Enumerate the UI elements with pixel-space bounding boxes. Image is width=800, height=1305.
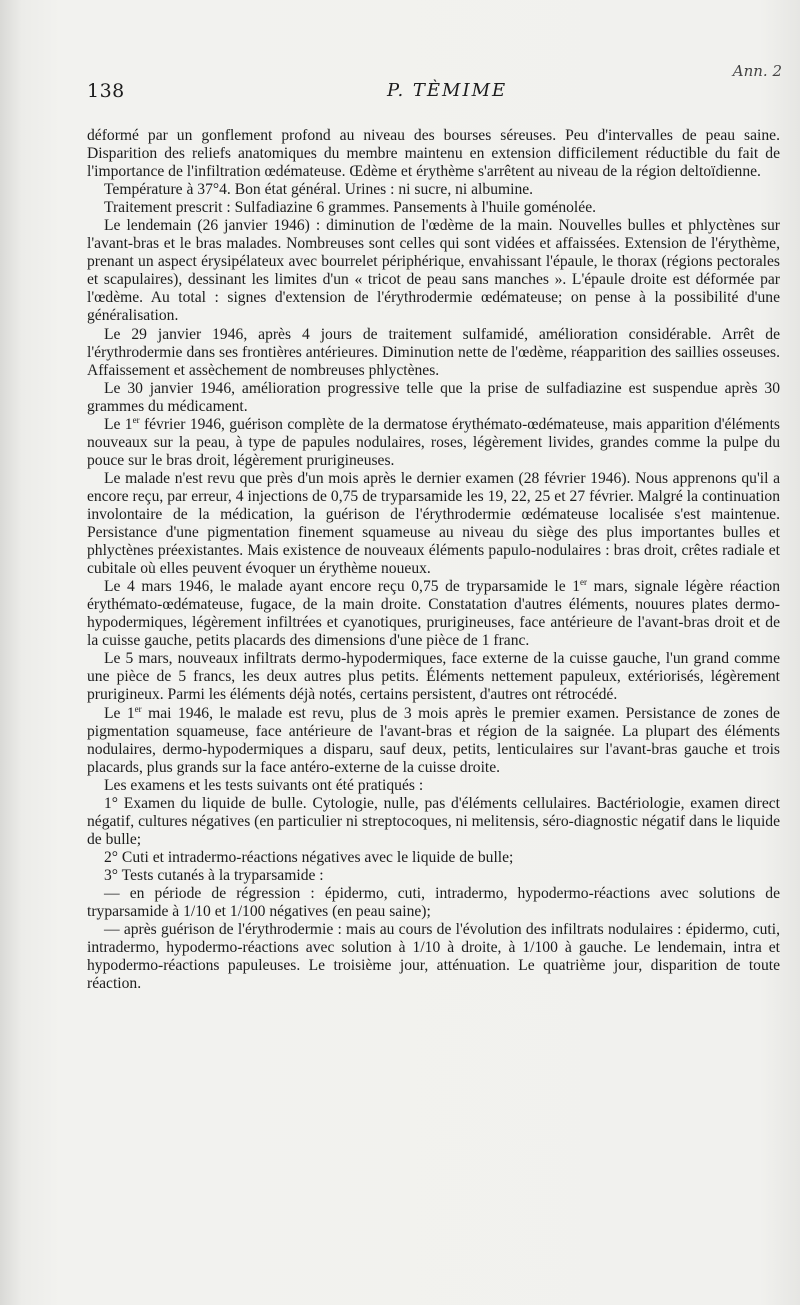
paragraph-text: Température à 37°4. Bon état général. Urines : ni sucre, ni albumine. (104, 181, 534, 199)
paragraph (87, 380, 780, 416)
paragraph-lead: Le 1 (104, 704, 135, 722)
paragraph-text: mai 1946, le malade est revu, plus de 3 mois après le premier examen. Persistance de zones de pigmentation squameuse, face antérieure de l'avant-bras et région de la saignée. La plupart des éléments nodulaires, dermo-hypodermiques a disparu, sauf deux, petits, lenticulaires sur l'avant-bras gauche et trois placards, plus grands sur la face antéro-externe de la cuisse droite. (87, 704, 780, 776)
paragraph-text: Le lendemain (26 janvier 1946) : diminution de l'œdème de la main. Nouvelles bulles et phlyctènes sur l'avant-bras et le bras malades. Nombreuses sont celles qui sont vidées et affaissées. Extension de l'érythème, prenant un aspect érysipélateux avec bourrelet périphérique, envahissant l'épaule, le thorax (régions pectorales et scapulaires), dessinant les limites d'un « tricot de peau sans manches ». L'épaule droite est déformée par l'œdème. Au total : signes d'extension de l'érythrodermie œdémateuse; on pense à la possibilité d'une généralisation. (87, 217, 780, 325)
paragraph (87, 885, 780, 921)
paragraph (87, 578, 780, 650)
paragraph-text: Le 30 janvier 1946, amélioration progressive telle que la prise de sulfadiazine est suspendue après 30 grammes du médicament. (87, 379, 780, 415)
paragraph (87, 795, 780, 849)
paragraph-text: — après guérison de l'érythrodermie : mais au cours de l'évolution des infiltrats nodulaires : épidermo, cuti, intradermo, hypodermo-réactions avec solution à 1/10 à droite, à 1/100 à gauche. Le lendemain, intra et hypodermo-réactions papuleuses. Le troisième jour, atténuation. Le quatrième jour, disparition de toute réaction. (87, 921, 780, 993)
paragraph-text: Le malade n'est revu que près d'un mois après le dernier examen (28 février 1946). Nous apprenons qu'il a encore reçu, par erreur, 4 injections de 0,75 de tryparsamide les 19, 22, 25 et 27 février. Malgré la continuation involontaire de la médication, la guérison de l'érythrodermie œdémateuse localisée s'est maintenue. Persistance d'une pigmentation finement squameuse au niveau du siège des plus importantes bulles et phlyctènes préexistantes. Mais existence de nouveaux éléments papulo-nodulaires : bras droit, crêtes radiale et cubitale où elles peuvent évoquer un érythème noueux. (87, 469, 780, 578)
paragraph (87, 181, 780, 199)
paragraph-text: Les examens et les tests suivants ont été pratiqués : (104, 776, 424, 794)
paragraph (87, 849, 780, 867)
paragraph-text: 3° Tests cutanés à la tryparsamide : (104, 866, 324, 884)
paragraph-text: mars, signale légère réaction érythémato-œdémateuse, fugace, de la main droite. Constatation d'autres éléments, nouures plates dermo-hypodermiques, légèrement infiltrées et cyanotiques, prurigineuses, face antérieure de l'avant-bras droit et de la cuisse gauche, petits placards des dimensions d'une pièce de 1 franc. (87, 578, 780, 650)
paragraph (87, 921, 780, 993)
paragraph-text: Traitement prescrit : Sulfadiazine 6 grammes. Pansements à l'huile goménolée. (104, 199, 597, 217)
paragraph-text: 1° Examen du liquide de bulle. Cytologie, nulle, pas d'éléments cellulaires. Bactériologie, examen direct négatif, cultures négatives (en particulier ni streptocoques, ni melitensis, séro-diagnostic négatif dans le liquide de bulle; (87, 794, 780, 848)
paragraph-text: février 1946, guérison complète de la dermatose érythémato-œdémateuse, mais apparition d'éléments nouveaux sur la peau, à type de papules nodulaires, roses, légèrement livides, grandes comme la pulpe du pouce sur le bras droit, légèrement prurigineuses. (87, 415, 780, 469)
ordinal-superscript: er (580, 577, 588, 588)
volume-mark: Ann. 2 (732, 62, 782, 80)
paragraph (87, 777, 780, 795)
paragraph (87, 867, 780, 885)
paragraph (87, 650, 780, 704)
page-header (87, 62, 782, 108)
paragraph-lead: Le 4 mars 1946, le malade ayant encore reçu 0,75 de tryparsamide le 1 (104, 578, 581, 596)
body-text (87, 127, 780, 993)
paragraph (87, 199, 780, 217)
ordinal-superscript: er (134, 703, 142, 714)
paragraph-text: Le 5 mars, nouveaux infiltrats dermo-hypodermiques, face externe de la cuisse gauche, l'un grand comme une pièce de 5 francs, les deux autres plus petits. Éléments nettement papuleux, extériorisés, légèrement prurigineux. Parmi les éléments déjà notés, certains persistent, d'autres ont rétrocédé. (87, 650, 780, 704)
ordinal-superscript: er (132, 414, 140, 425)
paragraph (87, 127, 780, 181)
paragraph-lead: Le 1 (104, 415, 133, 433)
paragraph (87, 470, 780, 578)
page-number: 138 (87, 80, 125, 102)
paragraph (87, 326, 780, 380)
paragraph (87, 217, 780, 325)
running-head: P. TÈMIME (387, 80, 508, 101)
paragraph (87, 705, 780, 777)
paragraph (87, 416, 780, 470)
paragraph-text: — en période de régression : épidermo, cuti, intradermo, hypodermo-réactions avec solutions de tryparsamide à 1/10 et 1/100 négatives (en peau saine); (87, 884, 780, 921)
paragraph-text: 2° Cuti et intradermo-réactions négatives avec le liquide de bulle; (104, 848, 514, 866)
paragraph-text: Le 29 janvier 1946, après 4 jours de traitement sulfamidé, amélioration considérable. Arrêt de l'érythrodermie dans ses frontières antérieures. Diminution nette de l'œdème, réapparition des saillies osseuses. Affaissement et assèchement de nombreuses phlyctènes. (87, 325, 780, 379)
paragraph-text: déformé par un gonflement profond au niveau des bourses séreuses. Peu d'intervalles de peau saine. Disparition des reliefs anatomiques du membre maintenu en extension difficilement réductible du fait de l'importance de l'infiltration œdémateuse. Œdème et érythème s'arrêtent au niveau de la région deltoïdienne. (87, 127, 780, 181)
